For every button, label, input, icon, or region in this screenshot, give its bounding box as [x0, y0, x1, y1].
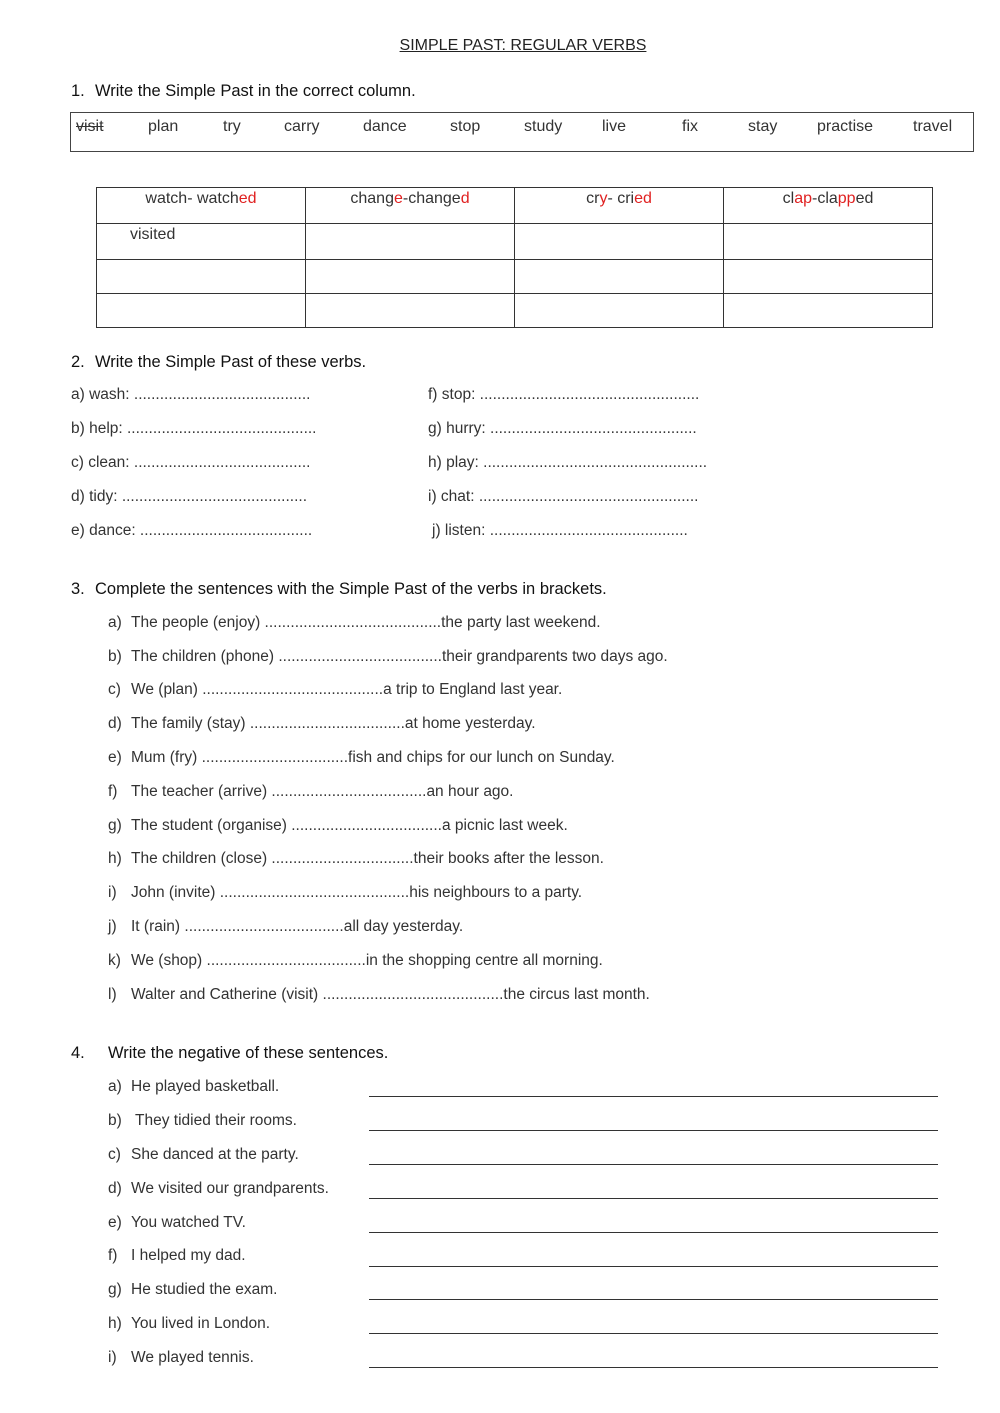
item-letter: g): [108, 1281, 122, 1298]
negative-item: [108, 1180, 329, 1198]
table-cell[interactable]: [97, 260, 306, 294]
table-row: [97, 294, 933, 328]
sentence-text: The family (stay) ....................................at home yesterday.: [131, 715, 536, 732]
exercise-item: j) listen: ..............................................: [432, 522, 688, 539]
item-letter: k): [108, 952, 121, 969]
sentence-item: [108, 749, 615, 767]
word-bank-item: study: [524, 118, 563, 135]
word-bank-item: visit: [76, 118, 104, 135]
item-letter: g): [108, 817, 122, 834]
table-cell[interactable]: visited: [97, 224, 306, 260]
item-letter: b): [108, 648, 122, 665]
table-cell[interactable]: [306, 294, 515, 328]
section-number: 3.: [71, 580, 85, 598]
header-text: ed: [855, 190, 874, 207]
sentence-text: He studied the exam.: [131, 1281, 278, 1298]
answer-line[interactable]: [369, 1266, 938, 1267]
section-heading-text: Write the negative of these sentences.: [108, 1044, 389, 1062]
word-bank-item: practise: [817, 118, 874, 135]
header-text: -change: [402, 190, 461, 207]
column-header-d: [306, 188, 515, 224]
section-2-heading: [71, 353, 366, 372]
sentence-text: The people (enjoy) .........................................the party last weekend.: [131, 614, 601, 631]
header-ending: ap: [794, 190, 812, 207]
sentence-text: We played tennis.: [131, 1349, 254, 1366]
word-bank-item: try: [223, 118, 241, 135]
sentence-text: The children (phone) ......................................their grandparents two days ago.: [131, 648, 668, 665]
item-letter: c): [108, 1146, 121, 1163]
column-header-doubled: [724, 188, 933, 224]
section-4-heading: [71, 1044, 388, 1063]
section-number: 4.: [71, 1044, 85, 1062]
item-letter: e): [108, 749, 122, 766]
sentence-item: [108, 681, 562, 699]
sentence-text: The student (organise) ...................................a picnic last week.: [131, 817, 568, 834]
table-cell[interactable]: [515, 224, 724, 260]
sentence-item: [108, 783, 513, 801]
item-letter: f): [108, 783, 118, 800]
verb-columns-table: [96, 187, 933, 328]
sentence-text: We visited our grandparents.: [131, 1180, 329, 1197]
item-letter: b): [108, 1112, 122, 1129]
sentence-text: The teacher (arrive) ....................................an hour ago.: [131, 783, 514, 800]
exercise-item: i) chat: ...................................................: [428, 488, 699, 505]
exercise-item: c) clean: .........................................: [71, 454, 311, 471]
sentence-item: [108, 918, 463, 936]
item-letter: i): [108, 1349, 117, 1366]
sentence-text: John (invite) ............................................his neighbours to a party.: [131, 884, 583, 901]
sentence-item: [108, 614, 601, 632]
word-bank-item: plan: [148, 118, 179, 135]
answer-line[interactable]: [369, 1096, 938, 1097]
sentence-item: [108, 715, 536, 733]
exercise-item: g) hurry: ................................................: [428, 420, 697, 437]
header-text: -cla: [811, 190, 838, 207]
table-header-row: [97, 188, 933, 224]
section-heading-text: Write the Simple Past of these verbs.: [95, 353, 367, 371]
header-text: cr: [586, 190, 600, 207]
table-cell[interactable]: [515, 294, 724, 328]
header-ending: pp: [837, 190, 856, 207]
sentence-text: We (plan) ..........................................a trip to England last year.: [131, 681, 563, 698]
word-bank-item: fix: [682, 118, 698, 135]
sentence-text: We (shop) .....................................in the shopping centre all morning.: [131, 952, 603, 969]
sentence-text: He played basketball.: [131, 1078, 280, 1095]
sentence-text: You lived in London.: [131, 1315, 271, 1332]
header-ending: e: [393, 190, 403, 207]
item-letter: c): [108, 681, 121, 698]
item-letter: j): [108, 918, 117, 935]
answer-line[interactable]: [369, 1130, 938, 1131]
header-ending: y: [599, 190, 608, 207]
header-ending: ed: [238, 190, 257, 207]
table-cell[interactable]: [515, 260, 724, 294]
table-cell[interactable]: [724, 224, 933, 260]
table-cell[interactable]: [306, 224, 515, 260]
item-letter: h): [108, 850, 122, 867]
section-heading-text: Write the Simple Past in the correct column.: [95, 82, 416, 100]
section-3-heading: [71, 580, 607, 599]
section-1-heading: [71, 82, 416, 101]
table-cell[interactable]: [724, 294, 933, 328]
negative-item: [108, 1349, 254, 1367]
header-text: chang: [350, 190, 394, 207]
sentence-text: The children (close) .................................their books after the lesson.: [131, 850, 604, 867]
item-letter: e): [108, 1214, 122, 1231]
sentence-text: She danced at the party.: [131, 1146, 299, 1163]
sentence-text: I helped my dad.: [131, 1247, 246, 1264]
exercise-item: h) play: ....................................................: [428, 454, 708, 471]
sentence-item: [108, 850, 604, 868]
exercise-item: e) dance: ........................................: [71, 522, 313, 539]
word-bank-item: carry: [284, 118, 320, 135]
sentence-item: [108, 952, 603, 970]
word-bank-item: stop: [450, 118, 481, 135]
negative-item: [108, 1112, 297, 1130]
sentence-text: They tidied their rooms.: [131, 1112, 297, 1129]
sentence-text: Walter and Catherine (visit) ..........................................the circus last month.: [131, 986, 650, 1003]
answer-line[interactable]: [369, 1198, 938, 1199]
word-bank-item: dance: [363, 118, 407, 135]
word-bank: [70, 112, 974, 152]
section-number: 1.: [71, 82, 85, 100]
header-text: - cri: [607, 190, 635, 207]
table-cell[interactable]: [306, 260, 515, 294]
item-letter: f): [108, 1247, 118, 1264]
negative-item: [108, 1078, 279, 1096]
table-row: [97, 260, 933, 294]
header-text: cl: [782, 190, 795, 207]
answer-line[interactable]: [369, 1367, 938, 1368]
negative-item: [108, 1315, 270, 1333]
sentence-item: [108, 648, 668, 666]
sentence-item: [108, 817, 568, 835]
answer-line[interactable]: [369, 1299, 938, 1300]
section-heading-text: Complete the sentences with the Simple Past of the verbs in brackets.: [95, 580, 607, 598]
answer-line[interactable]: [369, 1333, 938, 1334]
answer-line[interactable]: [369, 1232, 938, 1233]
table-row: [97, 224, 933, 260]
exercise-item: d) tidy: ...........................................: [71, 488, 307, 505]
item-letter: a): [108, 614, 122, 631]
item-letter: a): [108, 1078, 122, 1095]
exercise-item: a) wash: .........................................: [71, 386, 311, 403]
answer-line[interactable]: [369, 1164, 938, 1165]
sentence-text: Mum (fry) ..................................fish and chips for our lunch on Sunday.: [131, 749, 615, 766]
sentence-item: [108, 884, 582, 902]
negative-item: [108, 1247, 246, 1265]
header-ending: ed: [634, 190, 652, 207]
column-header-ied: [515, 188, 724, 224]
word-bank-item: live: [602, 118, 627, 135]
table-cell[interactable]: [97, 294, 306, 328]
word-bank-item: stay: [748, 118, 778, 135]
header-ending: d: [460, 190, 470, 207]
item-letter: d): [108, 1180, 122, 1197]
negative-item: [108, 1146, 299, 1164]
header-text: watch- watch: [145, 190, 239, 207]
item-letter: d): [108, 715, 122, 732]
negative-item: [108, 1281, 277, 1299]
table-cell[interactable]: [724, 260, 933, 294]
item-letter: i): [108, 884, 117, 901]
column-header-ed: [97, 188, 306, 224]
sentence-item: [108, 986, 650, 1004]
sentence-text: You watched TV.: [131, 1214, 246, 1231]
item-letter: h): [108, 1315, 122, 1332]
section-number: 2.: [71, 353, 85, 371]
word-bank-item: travel: [913, 118, 953, 135]
exercise-item: b) help: ............................................: [71, 420, 317, 437]
exercise-item: f) stop: ...................................................: [428, 386, 700, 403]
worksheet-title: SIMPLE PAST: REGULAR VERBS: [399, 37, 647, 54]
sentence-text: It (rain) .....................................all day yesterday.: [131, 918, 464, 935]
item-letter: l): [108, 986, 117, 1003]
negative-item: [108, 1214, 246, 1232]
